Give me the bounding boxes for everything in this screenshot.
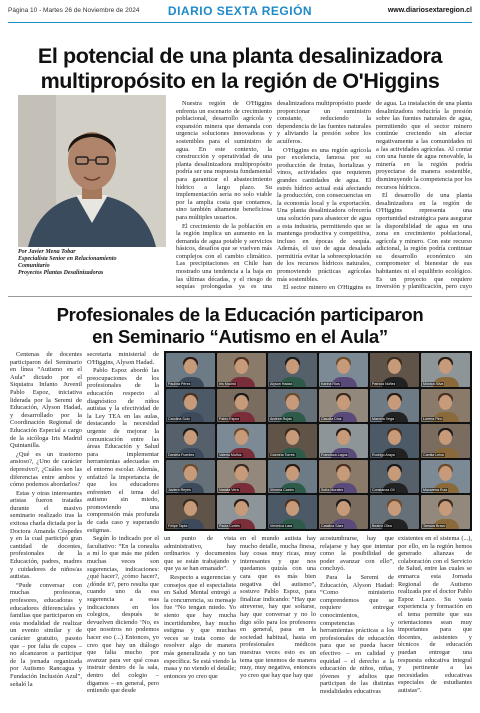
participant-tile: [217, 389, 266, 423]
participant-name: Macarena Ruiz: [423, 488, 448, 493]
article1-headline-line1: El potencial de una planta desalinizadora: [37, 44, 443, 68]
article1-paragraph: El sector minero en O'Higgins es: [283, 284, 371, 290]
participant-name: Daniela Fuentes: [168, 452, 195, 457]
article2-headline-line1: Profesionales de la Educación participaron: [56, 304, 424, 325]
participant-face: [439, 501, 452, 516]
participant-tile: [370, 389, 419, 423]
section-divider: [8, 296, 472, 297]
article2-paragraph: ¿Qué es un trastorno ansioso?, ¿Uno de carácter depresivo?, ¿Cuáles son las diferencias entre ambos y cómo podemos abordarlos?: [10, 450, 82, 489]
article2-paragraph: existentes en el sistema (...), por ello, en la región hemos generado alianzas de colaboración con el Servicio de Salud, entre las cuales se enmarca esta Jornada Regional de Autismo realizada por el doctor Pablo Espoz Lazo. Su vasta experiencia y formación en el tema permite que sus orientaciones sean muy importantes para que docentes, asistentes y técnicos de educación puedan entregar una respuesta educativa integral y pertinente a las necesidades educativas especiales de estudiantes autistas”.: [398, 535, 472, 694]
participant-name: Javiera Reyes: [168, 488, 191, 493]
participant-name: Sofía Morales: [321, 488, 344, 493]
participant-face: [286, 359, 299, 374]
page-header: [8, 4, 472, 22]
participant-tile: [421, 389, 470, 423]
participant-name: Constanza Gil: [372, 488, 395, 493]
participant-name: Felipe Tapia: [168, 523, 188, 528]
article1-paragraph: Nuestra región de O'Higgins enfrenta un escenario de crecimiento poblacional, desarrollo agrícola y expansión minera que demanda con urgencia soluciones innovadoras y sostenibles para el suministro de agua. En este contexto, la construcción y operatividad de una planta desalinizadora multipropósito podría ser una respuesta fundamental para garantizar el abastecimiento hídrico a largo plazo. Su implementación sería no solo viable por la amplia costa que contamos, sino también altamente beneficiosa para múltiples usuarios.: [176, 100, 272, 221]
participant-name: Karina Ríos: [321, 381, 340, 386]
participant-name: Gabriela Torres: [270, 452, 295, 457]
participant-face: [439, 466, 452, 481]
author-name: Por Javier Mena Tobar: [18, 249, 76, 255]
participant-face: [388, 501, 401, 516]
article1-paragraph: de agua. La instalación de una planta desalinizadora reduciría la presión sobre las fuentes naturales de agua, permitiendo que el sector minero continúe creciendo sin afectar negativamente a las comunidades ni a las actividades agrícolas. Al contar con una fuente de agua renovable, la minería en la región podría proyectarse de manera sostenible, disminuyendo la competencia por los recursos hídricos.: [376, 100, 472, 191]
participant-name: Francisca Lagos: [321, 452, 348, 457]
participant-face: [235, 466, 248, 481]
article2-paragraph: acostumbrarse, hay que relajarse y hay que intentar como la posibilidad de poder avanzar con ello”, concluyó.: [320, 535, 394, 573]
participant-tile: [421, 424, 470, 458]
participant-tile: [217, 353, 266, 387]
participant-face: [337, 395, 350, 410]
participant-tile: [217, 495, 266, 529]
participant-tile: [421, 353, 470, 387]
participant-tile: [370, 353, 419, 387]
participant-name: Andrea Rojas: [270, 417, 292, 422]
article1-column-1: [176, 100, 272, 290]
participant-tile: [217, 460, 266, 494]
article1-column-3: [376, 100, 472, 290]
article2-column-2: [87, 351, 159, 706]
participant-tile: [319, 424, 368, 458]
participant-tile: [421, 495, 470, 529]
article2-paragraph: “Pude conversar con muchas profesoras, profesores, educadoras y educadores diferenciales y familias que participaron en esta modalidad de realizar un evento similar y de carácter gratuito, pasoto que – por falta de cupos – no alcanzaron a participar de la jornada organizada por Autismo Rancagua y Fundación Inclusión Azul”, señaló la: [10, 581, 82, 688]
masthead: DIARIO SEXTA REGIÓN: [167, 4, 313, 18]
participant-face: [235, 501, 248, 516]
author-caption: [18, 249, 168, 277]
participant-face: [235, 395, 248, 410]
participant-face: [439, 395, 452, 410]
author-role-1: Especialista Senior en Relacionamiento: [18, 256, 117, 262]
article2-paragraph: Según lo indicado por el facultativo: “En la consulta a mí lo que más me piden muchas veces son sugerencias, indicaciones: ¿qué hacer?, ¿cómo hacer?, ¿dónde ir?, pero resulta que cuando uno da esa sugerencia a esas indicaciones en los colegios, después te devuelven diciendo ‘No, es que nosotros no podemos hacer eso (...) Entonces, yo creo que hay un diálogo que falta mucho por avanzar para ver qué cosas instruir dentro de la sala, dentro del colegio – digamos – en general, pero entiendo que desde: [87, 535, 159, 695]
article1-paragraph: O'Higgins es una región agrícola por excelencia, famosa por su producción de frutas, hortalizas y vinos, actividades que requieren grandes cantidades de agua. El estrés hídrico actual está afectando la producción, con consecuencias en la economía local y la exportación. Una planta desalinizadora ofrecería una solución para abastecer de agua a esta industria, permitiendo que se mantenga productiva y competitiva, incluso en épocas de sequía. Además, el uso de agua desalada permitiría evitar la sobreexplotación de los recursos hídricos naturales, promoviendo prácticas agrícolas más sostenibles.: [277, 146, 371, 283]
participant-face: [337, 501, 350, 516]
author-portrait-image: [18, 95, 166, 247]
participant-face: [184, 359, 197, 374]
participant-face: [184, 395, 197, 410]
participant-name: Beatriz Olea: [372, 523, 392, 528]
participant-tile: [370, 495, 419, 529]
participant-face: [235, 359, 248, 374]
participant-face: [337, 466, 350, 481]
article1-headline: [8, 44, 472, 94]
participant-tile: [319, 389, 368, 423]
participant-name: Carolina Soto: [168, 417, 190, 422]
participant-tile: [319, 495, 368, 529]
article2-headline: [8, 304, 472, 348]
participant-tile: [319, 353, 368, 387]
article2-headline-line2: en Seminario “Autismo en el Aula”: [92, 326, 388, 347]
participant-name: Mónica Silva: [423, 381, 444, 386]
participant-tile: [319, 460, 368, 494]
participant-tile: [268, 460, 317, 494]
participant-tile: [421, 460, 470, 494]
participant-face: [286, 395, 299, 410]
participant-tile: [166, 424, 215, 458]
author-role-2: Comunitario: [18, 263, 50, 269]
header-rule: [8, 22, 472, 23]
participant-tile: [217, 424, 266, 458]
participant-face: [337, 430, 350, 445]
participant-face: [184, 430, 197, 445]
participant-tile: [370, 460, 419, 494]
article2-paragraph: Pablo Espoz abordó las preocupaciones de los profesionales de la educación respecto al diagnóstico de niños autistas y la efectividad de la Ley TEA en las aulas, destacando la necesidad urgente de mejorar la comunicación entre las áreas Educación y Salud para implementar herramientas adecuadas en el entorno escolar. Además, enfatizó la importancia de que los educadores enfrenten el tema del autismo sin miedo, promoviendo una comprensión más profunda de cada caso y superando estigmas.: [87, 367, 159, 534]
article2-paragraph: secretaria ministerial de O'Higgins, Alyson Hadad.: [87, 351, 159, 366]
participant-face: [184, 501, 197, 516]
article1-headline-line2: multipropósito en la región de O'Higgins: [40, 69, 440, 93]
participant-face: [388, 359, 401, 374]
article2-column-1: [10, 351, 82, 706]
article2-paragraph: Respecto a sugerencias y consejos que el especialista en Salud Mental entregó a la concurrencia, su mensaje fue “No tengan miedo. Yo siento que hay mucha incertidumbre, hay mucho estigma y que muchas veces se trata como de resolver algo de manera más generalizada y no tan específica. Se está viendo la masa y no viendo el detalle; entonces yo creo que: [164, 573, 236, 680]
participant-name: Tamara Bravo: [423, 523, 446, 528]
participant-name: Catalina Sáez: [321, 523, 344, 528]
participant-face: [184, 466, 197, 481]
participant-name: Claudia Díaz: [321, 417, 342, 422]
article2-paragraph: Centenas de docentes participaron del Seminario en línea “Autismo en el Aula” dictado por el Siquiatra Infanto Juvenil Pablo Espoz, iniciativa liderada por la Seremi de Educación, Alyson Hadad, y desarrollado por la Coordinación Regional de Educación Especial a cargo de la sicóloga Iris Madrid Quintanilla.: [10, 351, 82, 450]
article1-paragraph: El crecimiento de la población en la región implica un aumento en la demanda de agua potable y servicios básicos, desafíos que se vuelven más complejos con el cambio climático. Las precipitaciones en Chile han mostrado una tendencia a la baja en las últimas décadas, y el riesgo de sequías prolongadas ya es una: [176, 222, 272, 290]
participant-name: Natalia Vera: [219, 488, 239, 493]
participant-name: Valeria Muñoz: [219, 452, 242, 457]
participant-name: Lorena Pino: [423, 417, 443, 422]
article2-column-5: [320, 535, 394, 707]
page-info: Página 10 - Martes 26 de Noviembre de 2024: [8, 7, 140, 14]
participant-face: [286, 466, 299, 481]
participant-name: Pablo Espoz: [219, 417, 240, 422]
participant-face: [388, 466, 401, 481]
author-role-3: Proyectos Plantas Desalinizadoras: [18, 270, 104, 276]
participant-name: Iris Madrid: [219, 381, 236, 386]
article2-paragraph: en el mundo autista hay mucho detalle, mucha finesa, hay cosas muy ricas, muy interesantes y que nos quedamos quizás con una cara que es más bien negativa del autismo”, sostuvo Pablo Espoz, para finalizar indicando: “Hay que atreverse, hay que soltarse, hay que conversar y no lo digo sólo para los profesores en general, pasa en la sociedad habitual, hasta en profesionales médicos nuestras veces esto es un tema que tenemos de manera muy, muy negativa, entonces yo creo que hay que hay que: [240, 535, 316, 679]
article2-paragraph: Para la Seremi de Educación, Alyson Hadad: “Como ministerio comprendemos que se requiere entregar conocimientos, competencias y herramientas prácticas a los profesionales de educación para que se pueda hacer efectivo – en calidad y equidad – el derecho a la educación de niños, niñas, jóvenes y adultos que participan de las distintas modalidades educativas: [320, 573, 394, 695]
participant-face: [439, 359, 452, 374]
participant-name: Paola Cortés: [219, 523, 240, 528]
participant-name: Camila Leiva: [423, 452, 444, 457]
participant-name: Alyson Hadad: [270, 381, 293, 386]
participant-name: Marcela Vega: [372, 417, 394, 422]
participant-name: Patricia Núñez: [372, 381, 396, 386]
article1-paragraph: desalinizadora multipropósito puede proporcionar un suministro constante, reduciendo la dependencia de las fuentes naturales y aliviando la presión sobre los acuíferos.: [277, 100, 371, 145]
article2-paragraph: un punto de vista administrativo, hay ordinarios y documentos que se están trabajando y que ya se han emanado”.: [164, 535, 236, 573]
participant-face: [337, 359, 350, 374]
participant-tile: [268, 389, 317, 423]
site-url[interactable]: www.diariosextaregion.cl: [387, 7, 472, 14]
article1-column-2: [277, 100, 371, 290]
participant-face: [286, 430, 299, 445]
zoom-meeting-screenshot: [164, 351, 472, 531]
participant-name: Verónica Lara: [270, 523, 293, 528]
article1-paragraph: El desarrollo de una planta desalinizadora en la región de O'Higgins representa una oportunidad estratégica para asegurar la disponibilidad de agua en una zona en crecimiento poblacional, agrícola y minero. Con este recurso adicional, la región podría continuar su desarrollo económico sin comprometer el bienestar de sus habitantes ni el equilibrio ecológico. Es un proyecto que requiere inversión y planificación, pero cuyo: [376, 192, 472, 290]
participant-name: Rodrigo Araya: [372, 452, 395, 457]
article2-paragraph: Estas y otras interesantes aristas fueron tratadas durante el masivo seminario realizado tras la exitosa charla dictada por la Doctora Amanda Céspedes y en la cual participó gran cantidad de docentes, profesionales de la Educación, padres, madres y cuidadores de niños/as autistas.: [10, 489, 82, 581]
participant-name: Ximena Castro: [270, 488, 294, 493]
participant-tile: [166, 460, 215, 494]
participant-tile: [166, 389, 215, 423]
participant-name: Paulina Pérez: [168, 381, 191, 386]
participant-tile: [166, 353, 215, 387]
participant-tile: [268, 424, 317, 458]
participant-tile: [268, 353, 317, 387]
participant-tile: [370, 424, 419, 458]
participant-face: [388, 395, 401, 410]
author-photo: [18, 95, 166, 247]
participant-face: [286, 501, 299, 516]
participant-tile: [268, 495, 317, 529]
article2-column-4: [240, 535, 316, 707]
article2-column-3: [164, 535, 236, 707]
participant-face: [388, 430, 401, 445]
participant-tile: [166, 495, 215, 529]
participant-face: [439, 430, 452, 445]
participant-face: [235, 430, 248, 445]
article2-column-6: [398, 535, 472, 707]
